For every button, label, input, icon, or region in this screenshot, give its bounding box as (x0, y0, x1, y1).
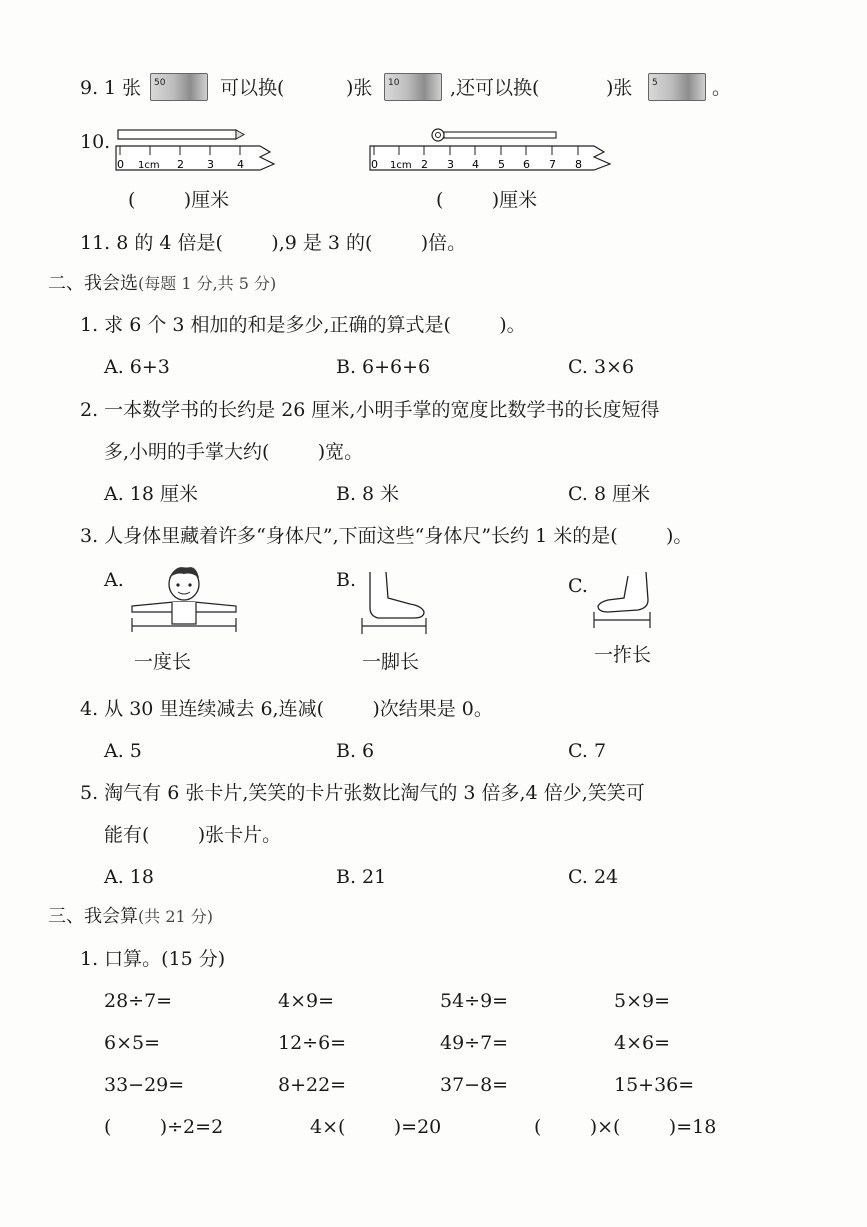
banknote-50-image: 50 (150, 73, 208, 101)
calc-item: 4×6= (614, 1032, 671, 1054)
q9-number: 9. (80, 77, 99, 99)
section-2-note: (每题 1 分,共 5 分) (138, 274, 277, 293)
ruler2-tick-label: 7 (549, 158, 556, 171)
q2-2-option-a: A. 18 厘米 (104, 483, 199, 505)
q2-5-option-b: B. 21 (336, 866, 387, 888)
arm-span-illustration (126, 560, 242, 642)
q2-2-option-c: C. 8 厘米 (568, 483, 651, 505)
section-2-title: 二、我会选 (48, 273, 138, 294)
q2-3-option-a-letter: A. (104, 569, 124, 591)
q2-5-option-c: C. 24 (568, 866, 619, 888)
q2-2-option-b: B. 8 米 (336, 483, 400, 505)
ruler1-tick-label: 1cm (138, 160, 160, 171)
q9-text-d: ,还可以换( (450, 77, 540, 99)
q2-4-option-b: B. 6 (336, 740, 375, 762)
q2-3-caption-b: 一脚长 (362, 651, 420, 673)
ruler-with-key-figure (366, 124, 616, 182)
section-3-header (48, 905, 213, 929)
key-head (432, 129, 444, 141)
banknote-5-image: 5 (648, 73, 706, 101)
calc-item: ( )×( )=18 (534, 1116, 717, 1138)
ruler2-tick-label: 5 (498, 158, 505, 171)
foot-length-illustration (352, 568, 432, 638)
calc-item: 6×5= (104, 1032, 161, 1054)
calc-item: 49÷7= (440, 1032, 509, 1054)
hand-span-illustration (588, 570, 668, 636)
banknote-10-image: 10 (384, 73, 442, 101)
ruler1-tick-label: 3 (207, 158, 214, 171)
q2-4-option-a: A. 5 (104, 740, 142, 762)
q2-5-option-a: A. 18 (104, 866, 154, 888)
calc-item: 5×9= (614, 990, 671, 1012)
calc-item: 54÷9= (440, 990, 509, 1012)
q9-text-b: 可以换( (220, 77, 285, 99)
q2-2-stem-line-1: 2. 一本数学书的长约是 26 厘米,小明手掌的宽度比数学书的长度短得 (80, 399, 660, 421)
calc-item: ( )÷2=2 (104, 1116, 224, 1138)
calc-item: 15+36= (614, 1074, 695, 1096)
section-2-header (48, 272, 276, 296)
q10-answer-1: ( )厘米 (128, 189, 230, 211)
section-3-title: 三、我会算 (48, 906, 138, 927)
ruler1-tick-label: 4 (237, 158, 244, 171)
pencil-body (118, 130, 236, 139)
calc-item: 8+22= (278, 1074, 347, 1096)
ruler2-tick-label: 8 (575, 158, 582, 171)
calc-item: 12÷6= (278, 1032, 347, 1054)
calc-item: 33−29= (104, 1074, 185, 1096)
q2-1-option-c: C. 3×6 (568, 356, 635, 378)
calc-item: 28÷7= (104, 990, 173, 1012)
key-shaft (444, 132, 556, 138)
ruler1-tick-label: 2 (177, 158, 184, 171)
q2-1-option-b: B. 6+6+6 (336, 356, 431, 378)
q2-1-stem: 1. 求 6 个 3 相加的和是多少,正确的算式是( )。 (80, 314, 526, 336)
q2-3-option-b-letter: B. (336, 569, 357, 591)
q9-text-a: 1 张 (104, 77, 142, 99)
ruler2-tick-label: 3 (447, 158, 454, 171)
calc-item: 37−8= (440, 1074, 509, 1096)
q2-3-option-c-letter: C. (568, 575, 588, 597)
pencil-tip (236, 130, 244, 139)
ruler2-tick-label: 6 (523, 158, 530, 171)
q2-4-stem: 4. 从 30 里连续减去 6,连减( )次结果是 0。 (80, 698, 493, 720)
q3-1-title: 1. 口算。(15 分) (80, 948, 226, 970)
q10-number: 10. (80, 131, 111, 153)
q2-3-caption-a: 一度长 (134, 651, 192, 673)
question-11: 11. 8 的 4 倍是( ),9 是 3 的( )倍。 (80, 232, 467, 254)
q9-text-f: 。 (712, 77, 732, 99)
ruler2-tick-label: 1cm (390, 160, 412, 171)
q10-answer-2: ( )厘米 (436, 189, 538, 211)
q2-4-option-c: C. 7 (568, 740, 607, 762)
q2-2-stem-line-2: 多,小明的手掌大约( )宽。 (104, 441, 364, 463)
ruler2-tick-label: 0 (371, 158, 378, 171)
q2-5-stem-line-2: 能有( )张卡片。 (104, 824, 282, 846)
q9-text-c: )张 (346, 77, 373, 99)
calc-item: 4×9= (278, 990, 335, 1012)
calc-item: 4×( )=20 (310, 1116, 442, 1138)
ruler1-tick-label: 0 (117, 158, 124, 171)
ruler2-tick-label: 4 (472, 158, 479, 171)
q2-1-option-a: A. 6+3 (104, 356, 170, 378)
q2-3-stem: 3. 人身体里藏着许多“身体尺”,下面这些“身体尺”长约 1 米的是( )。 (80, 525, 693, 547)
section-3-note: (共 21 分) (138, 907, 214, 926)
q2-3-caption-c: 一拃长 (594, 644, 652, 666)
ruler2-tick-label: 2 (421, 158, 428, 171)
q9-text-e: )张 (606, 77, 633, 99)
q2-5-stem-line-1: 5. 淘气有 6 张卡片,笑笑的卡片张数比淘气的 3 倍多,4 倍少,笑笑可 (80, 782, 645, 804)
ruler-with-pencil-figure (112, 124, 284, 182)
